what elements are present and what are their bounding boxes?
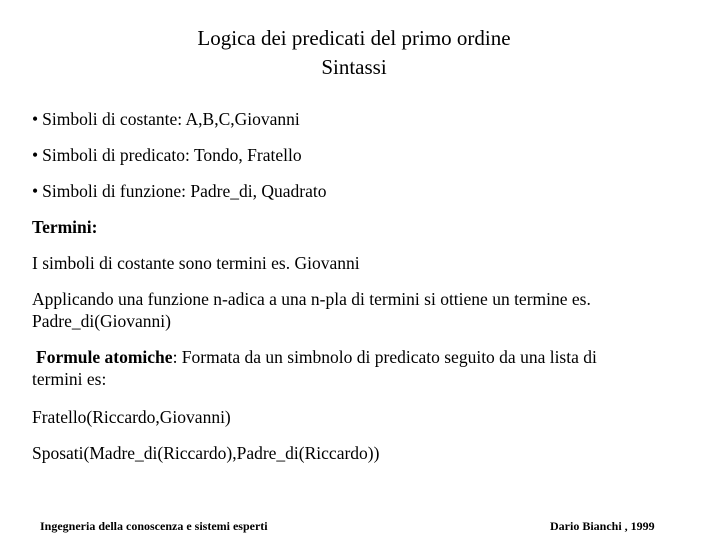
bullet-icon: • — [32, 181, 39, 201]
bullet-item-costante — [32, 108, 692, 130]
formule-example-1: Fratello(Riccardo,Giovanni) — [32, 407, 231, 427]
formule-text-a: : Formata da un simbnolo di predicato seguito da una lista di — [172, 347, 597, 367]
title-line-2: Sintassi — [321, 55, 387, 79]
bullet-text: Simboli di predicato: Tondo, Fratello — [42, 145, 302, 165]
formule-text-b: termini es: — [32, 369, 107, 389]
formule-heading: Formule atomiche — [36, 347, 173, 367]
termini-heading: Termini: — [32, 217, 98, 237]
bullet-text: Simboli di costante: A,B,C,Giovanni — [42, 109, 300, 129]
bullet-text: Simboli di funzione: Padre_di, Quadrato — [42, 181, 327, 201]
formule-paragraph — [32, 346, 696, 390]
bullet-item-predicato — [32, 144, 692, 166]
bullet-item-funzione — [32, 180, 692, 202]
bullet-icon: • — [32, 145, 39, 165]
termini-line-2b: Padre_di(Giovanni) — [32, 311, 171, 331]
bullet-icon: • — [32, 109, 39, 129]
termini-line-2 — [32, 288, 692, 332]
title-line-1: Logica dei predicati del primo ordine — [197, 26, 511, 50]
termini-line-2a: Applicando una funzione n-adica a una n-pla di termini si ottiene un termine es. — [32, 289, 591, 309]
slide-title — [0, 24, 708, 82]
termini-line-1: I simboli di costante sono termini es. Giovanni — [32, 253, 360, 273]
footer-author: Dario Bianchi , 1999 — [550, 519, 655, 533]
footer-course: Ingegneria della conoscenza e sistemi esperti — [40, 519, 268, 533]
formule-example-2: Sposati(Madre_di(Riccardo),Padre_di(Riccardo)) — [32, 443, 380, 463]
